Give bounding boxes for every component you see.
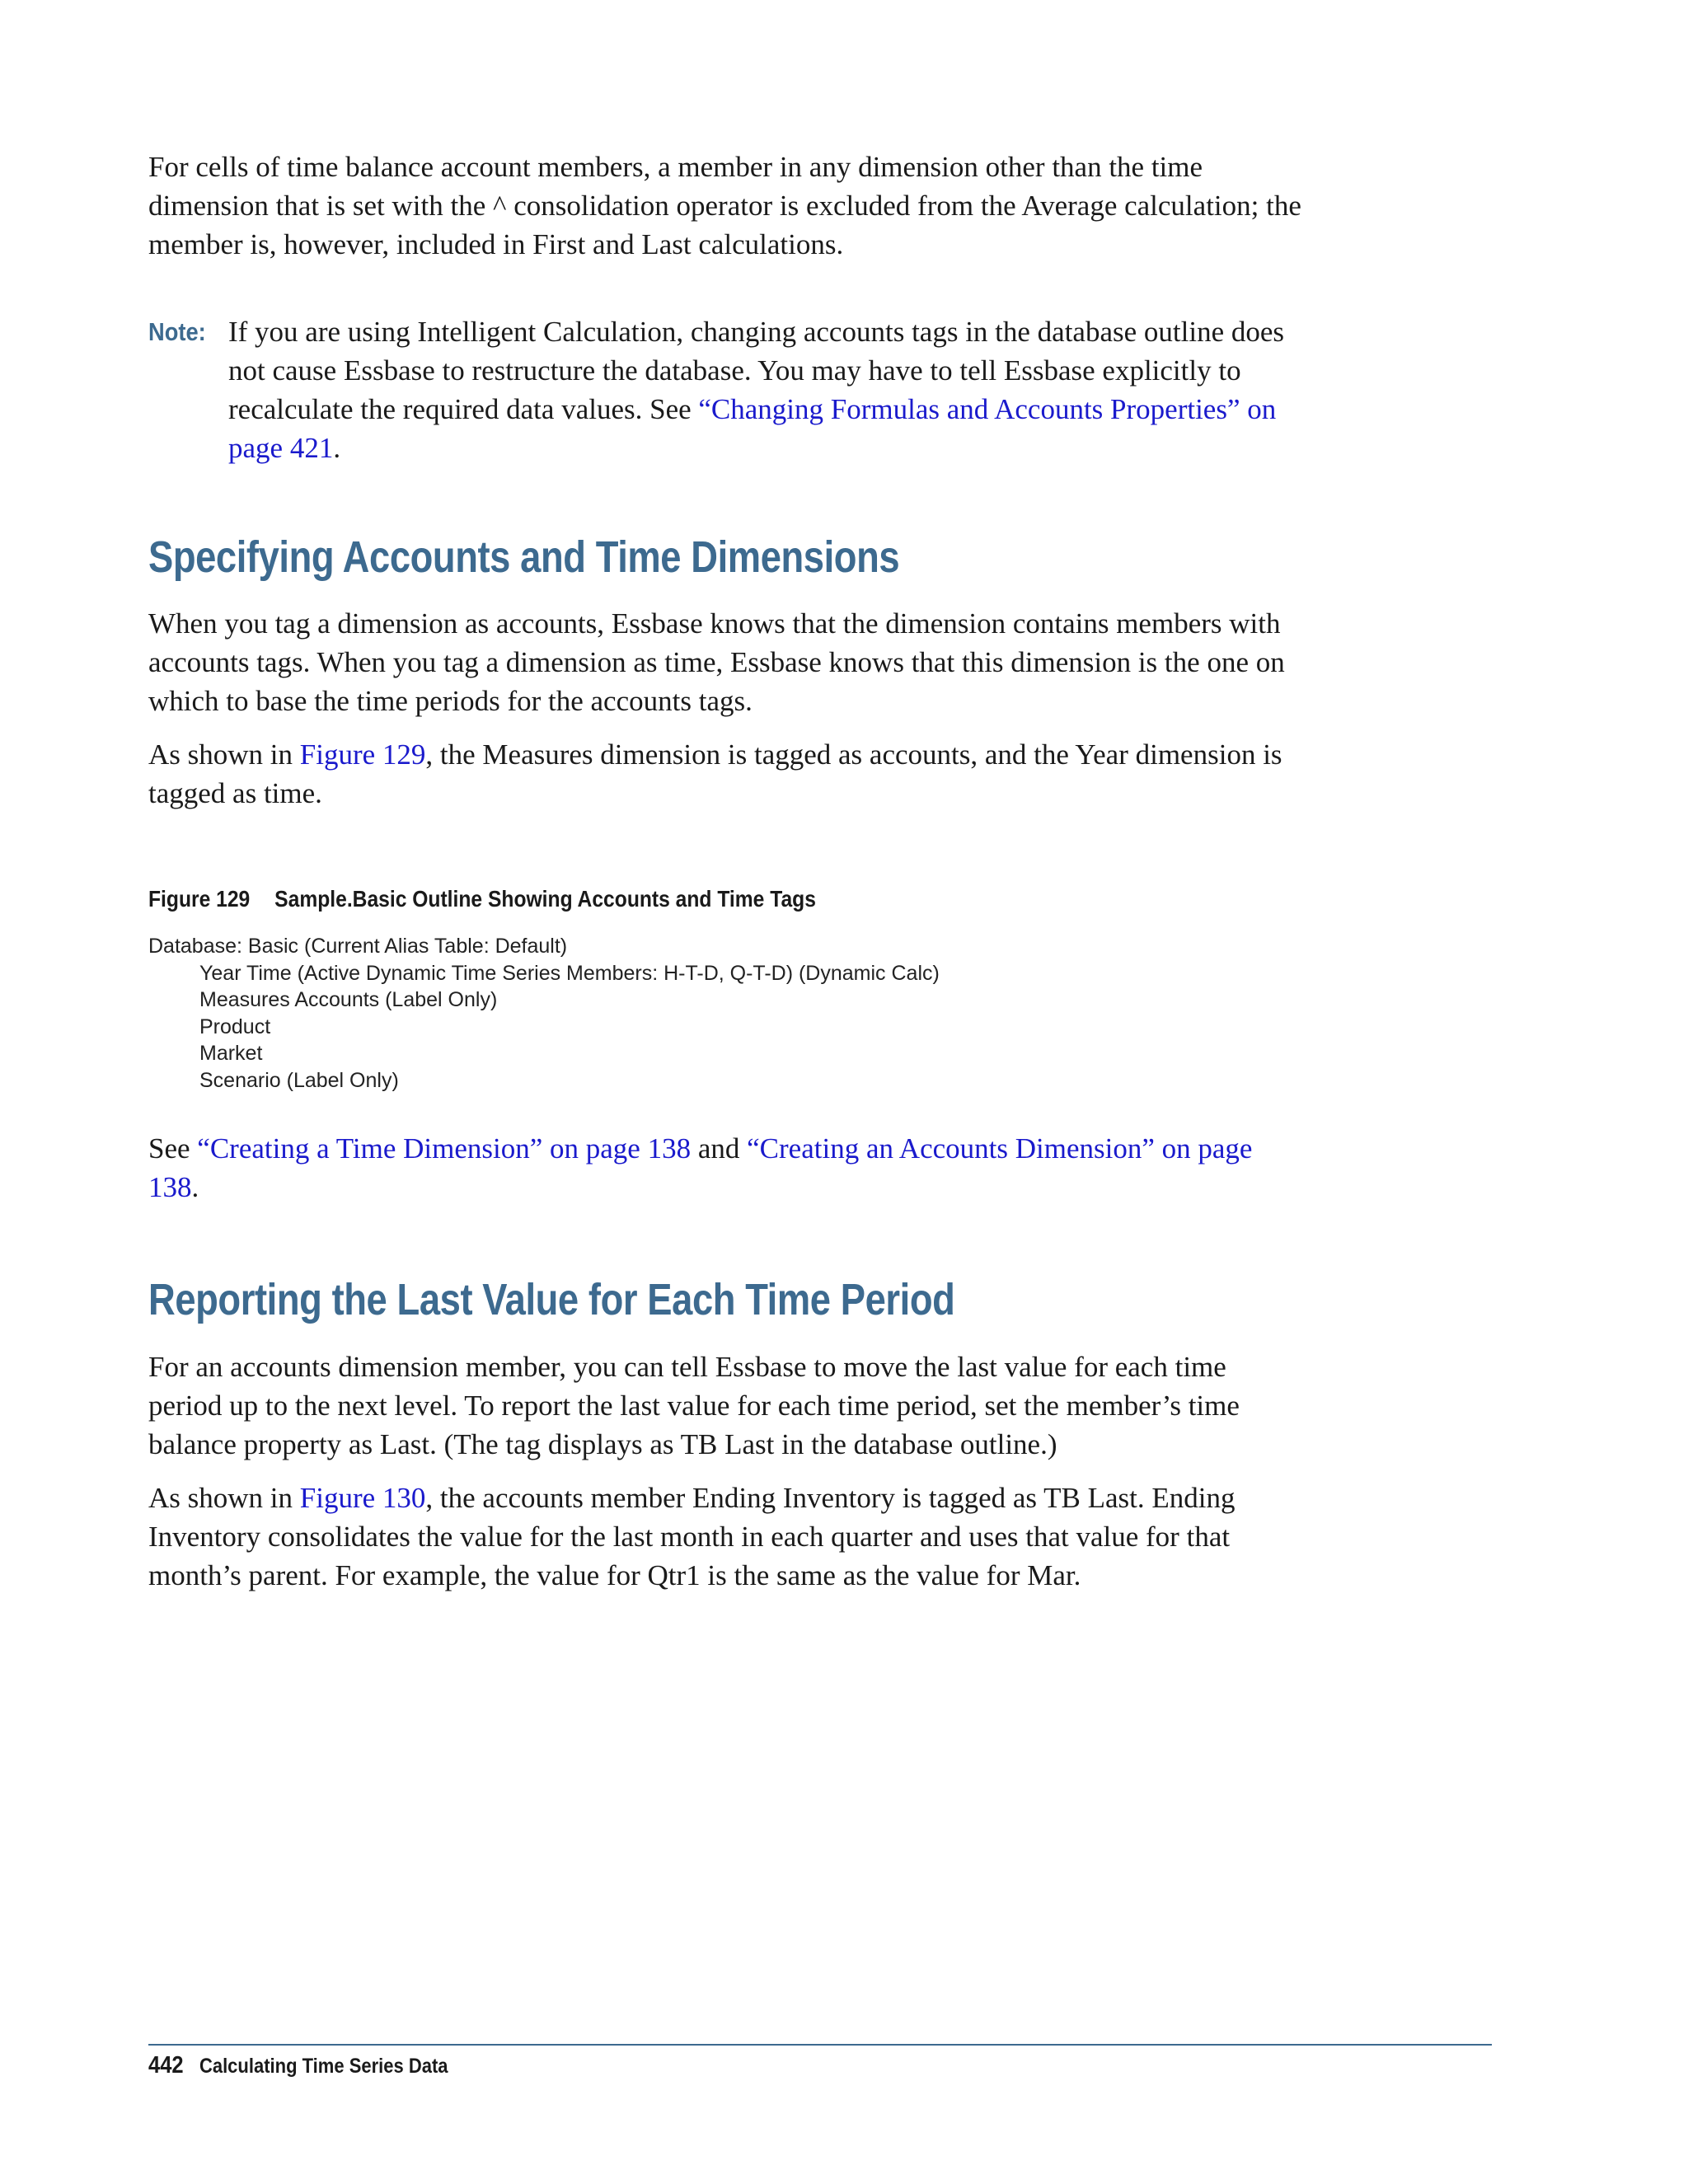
section2-paragraph-2	[148, 1479, 1302, 1595]
outline-item-scenario: Scenario (Label Only)	[199, 1068, 399, 1092]
section2-para2-after: , the accounts member Ending Inventory is tagged as TB Last. Ending Inventory consolidates the value for the last month in each quarter and uses that value for that month’s parent. For example, the value for Qtr1 is the same as the value for Mar.	[148, 1482, 1236, 1591]
figure-129-title: Sample.Basic Outline Showing Accounts and Time Tags	[274, 886, 816, 912]
see-also-prefix: See	[148, 1132, 198, 1165]
section1-para2-after: , the Measures dimension is tagged as accounts, and the Year dimension is tagged as time.	[148, 738, 1282, 809]
see-also-paragraph	[148, 1129, 1302, 1207]
intro-paragraph	[148, 148, 1302, 264]
see-also-middle: and	[691, 1132, 748, 1165]
footer-section-title: Calculating Time Series Data	[199, 2055, 448, 2078]
section-heading-accounts-time: Specifying Accounts and Time Dimensions	[148, 532, 900, 582]
section1-para2-before: As shown in	[148, 738, 300, 771]
footer-divider	[148, 2044, 1492, 2046]
note-text-after: .	[333, 432, 341, 464]
note-label: Note:	[148, 317, 206, 346]
figure-129-link[interactable]: Figure 129	[299, 738, 426, 771]
section2-paragraph-1	[148, 1347, 1302, 1464]
outline-item-market: Market	[199, 1042, 263, 1065]
outline-item-measures: Measures Accounts (Label Only)	[199, 988, 498, 1011]
outline-root: Database: Basic (Current Alias Table: Default)	[148, 935, 568, 958]
creating-time-dimension-link[interactable]: “Creating a Time Dimension” on page 138	[197, 1132, 692, 1165]
figure-129-number: Figure 129	[148, 886, 251, 912]
section1-paragraph-2	[148, 735, 1302, 813]
footer-page-number: 442	[148, 2052, 184, 2079]
note-link-changing-formulas[interactable]: “Changing Formulas and Accounts Properties” on page 421	[228, 393, 1277, 464]
section2-para2-before: As shown in	[148, 1482, 300, 1514]
section2-para1-text: For an accounts dimension member, you can tell Essbase to move the last value for each time period up to the next level. To report the last value for each time period, set the member’s time balance property as Last. (The tag displays as TB Last in the database outline.)	[148, 1351, 1240, 1460]
section-heading-last-value: Reporting the Last Value for Each Time Period	[148, 1275, 955, 1324]
see-also-suffix: .	[191, 1171, 199, 1203]
section1-para1-text: When you tag a dimension as accounts, Essbase knows that the dimension contains members with accounts tags. When you tag a dimension as time, Essbase knows that this dimension is the one on which to base the time periods for the accounts tags.	[148, 607, 1285, 717]
intro-text: For cells of time balance account members, a member in any dimension other than the time dimension that is set with the ^ consolidation operator is excluded from the Average calculation; the member is, however, included in First and Last calculations.	[148, 151, 1301, 260]
note-paragraph	[228, 312, 1308, 467]
figure-130-link[interactable]: Figure 130	[299, 1482, 426, 1514]
figure-129-caption	[148, 884, 816, 914]
page-footer	[148, 2052, 448, 2079]
outline-item-product: Product	[199, 1015, 271, 1038]
note-text-before: If you are using Intelligent Calculation, changing accounts tags in the database outline does not cause Essbase to restructure the database. You may have to tell Essbase explicitly to recalculate the required data values. See	[228, 316, 1285, 425]
figure-129-outline	[148, 933, 940, 1094]
section1-paragraph-1	[148, 604, 1302, 720]
outline-item-year: Year Time (Active Dynamic Time Series Members: H-T-D, Q-T-D) (Dynamic Calc)	[199, 961, 940, 985]
creating-accounts-dimension-link[interactable]: “Creating an Accounts Dimension” on page 138	[148, 1132, 1253, 1203]
